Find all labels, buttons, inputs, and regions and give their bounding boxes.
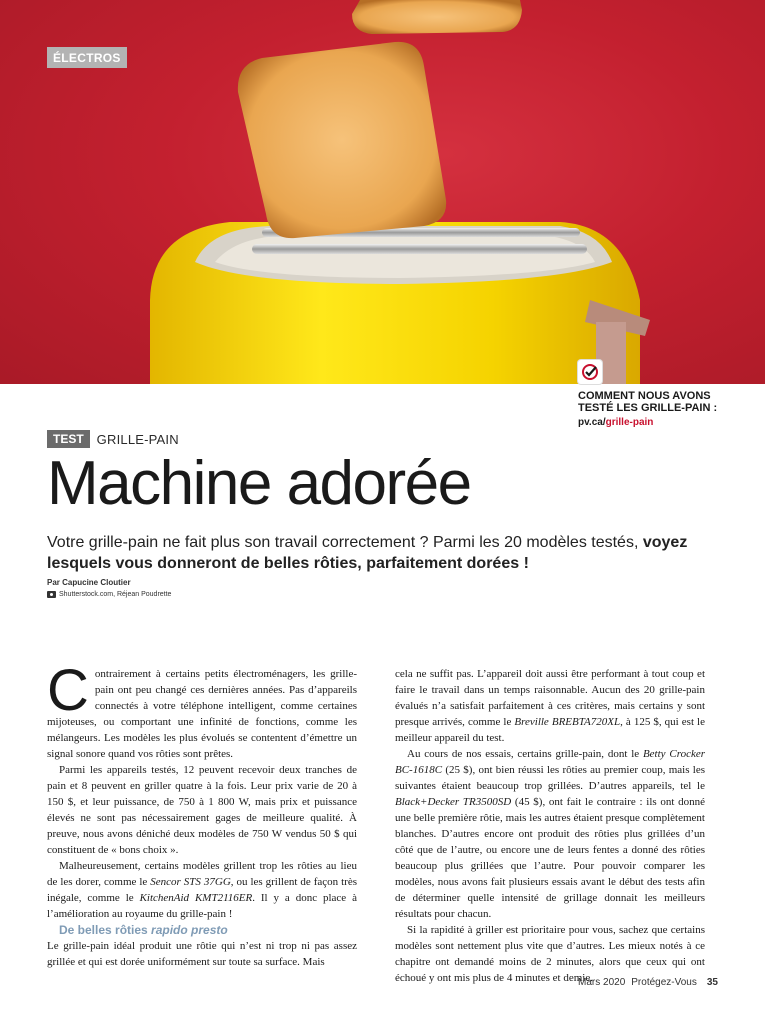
check-badge-icon — [578, 360, 602, 384]
page-footer — [578, 977, 718, 988]
article-paragraph: Parmi les appareils testés, 12 peuvent recevoir deux tranches de pain et 8 peuvent en griller quatre à la fois. Leur prix varie de 20 à 150 $, et leur puissance, de 750 à 1 800 W, mais prix et puissance élevés ne sont pas nécessairement gages de meilleure qualité. À preuve, nous avons déniché deux modèles de 750 W vendus 50 $ qui constituent de « bons choix ». — [47, 764, 357, 856]
drop-cap: C — [47, 658, 89, 723]
photo-credit: Shutterstock.com, Réjean Poudrette — [47, 591, 171, 598]
method-link[interactable]: pv.ca/grille-pain — [578, 417, 654, 428]
rubric-label: GRILLE-PAIN — [96, 431, 179, 447]
article-paragraph: Malheureusement, certains modèles grillent trop les rôties au lieu de les dorer, comme le Sencor STS 37GG, ou les grillent de façon très inégale, comme le KitchenAid KMT2116ER. Il y a donc place à l’amélioration au royaume du grille-pain ! — [47, 860, 357, 920]
magazine-name: Protégez-Vous — [631, 977, 697, 988]
article-paragraph: Le grille-pain idéal produit une rôtie qui n’est ni trop ni pas assez grillée et qui est dorée uniformément sur toute sa surface. Mais — [47, 940, 357, 968]
article-paragraph: Contrairement à certains petits électroménagers, les grille-pain ont peu changé ces dernières années. Pas d’appareils connectés à votre téléphone intelligent, comme certaines mijoteuses, ou comportant une infinité de fonctions, comme les mélangeurs. Les modèles les plus évolués se contentent d’émettre un signal sonore quand vos rôties sont prêtes. — [47, 658, 357, 760]
category-tag: ÉLECTROS — [47, 47, 127, 68]
issue-date: Mars 2020 — [578, 977, 626, 988]
camera-icon — [47, 591, 56, 598]
toast-slice-lower — [238, 42, 446, 238]
article-paragraph: cela ne suffit pas. L’appareil doit aussi être performant à tout coup et faire le travail dans un temps raisonnable. Aucun des 20 grille-pain évalués n’a satisfait parfaitement à ces critères, mais certains y sont presque arrivés, comme le Breville BREBTA720XL, à 125 $, qui est le meilleur appareil du test. — [395, 668, 705, 744]
article-column-left — [47, 658, 357, 970]
bread-slot-front — [252, 244, 587, 254]
byline: Par Capucine Cloutier — [47, 578, 131, 587]
rubric — [47, 430, 179, 448]
article-paragraph: Au cours de nos essais, certains grille-pain, dont le Betty Crocker BC-1618C (25 $), ont bien réussi les rôties au premier coup, mais les suivantes étaient beaucoup trop grillées. D’autres appareils, tel le Black+Decker TR3500SD (45 $), ont fait le contraire : ils ont donné une belle première rôtie, mais les autres étaient presque complètement blanches. D’autres encore ont produit des rôties plus grillées d’un côté que de l’autre, ou encore une de leurs fentes a donné des rôties beaucoup plus grillées que l’autre. Pour pouvoir comparer les modèles, nous avons fait plusieurs essais avant le début des tests afin de déterminer quelle intensité de grillage donnait les meilleurs résultats pour chacun. — [395, 748, 706, 920]
article-column-right — [395, 666, 705, 986]
article-paragraph: Si la rapidité à griller est prioritaire pour vous, sachez que certains modèles sont nettement plus vite que d’autres. Les mieux notés à ce chapitre ont demandé moins de 2 minutes, alors que ceux qui ont échoué y ont mis plus de 4 minutes et demie. — [395, 924, 705, 984]
article-subhead: De belles rôties rapido presto — [59, 923, 228, 937]
article-headline: Machine adorée — [47, 449, 471, 518]
test-method-box — [578, 360, 758, 428]
toast-slice-upper — [352, 0, 522, 34]
article-deck: Votre grille-pain ne fait plus son travail correctement ? Parmi les 20 modèles testés, voyez lesquels vous donneront de belles rôties, parfaitement dorées ! — [47, 534, 688, 572]
method-title: COMMENT NOUS AVONS TESTÉ LES GRILLE-PAIN : — [578, 390, 718, 414]
page-number: 35 — [706, 977, 718, 988]
test-badge: TEST — [47, 430, 90, 448]
